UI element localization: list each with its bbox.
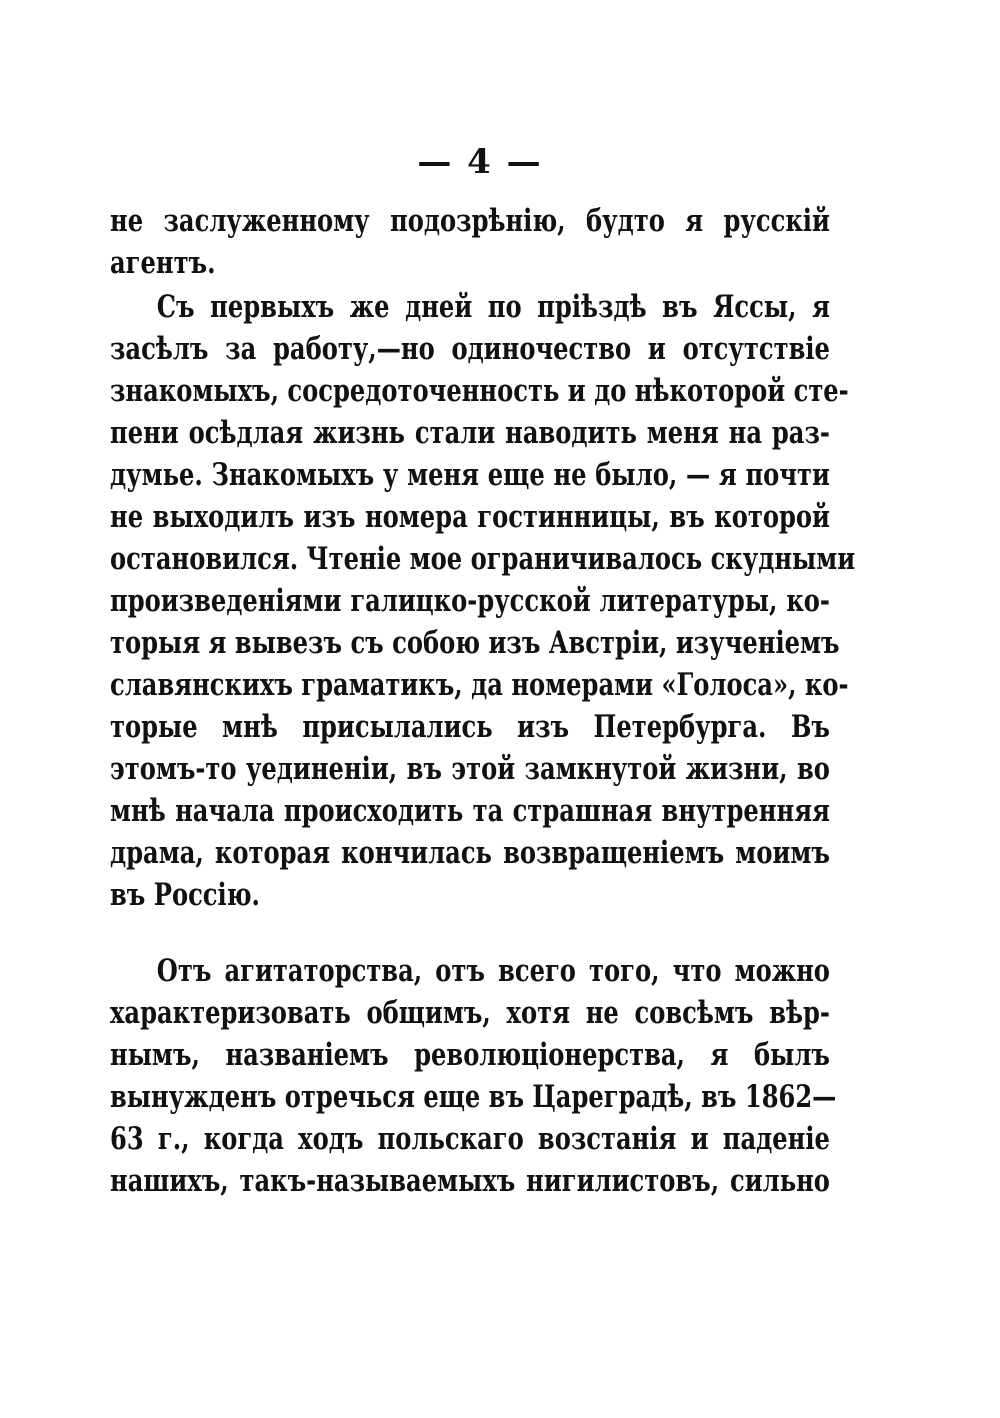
paragraph [110, 950, 837, 1202]
text-line: характеризовать общимъ, хотя не совсѣмъ вѣр- [110, 995, 830, 1031]
text-line: торые мнѣ присылались изъ Петербурга. Въ [110, 709, 830, 745]
text-line: нымъ, названіемъ революціонерства, я былъ [110, 1037, 830, 1073]
text-line: Съ первыхъ же дней по пріѣздѣ въ Яссы, я [156, 289, 830, 325]
text-line: Отъ агитаторства, отъ всего того, что можно [156, 953, 830, 989]
text-line: не выходилъ изъ номера гостинницы, въ которой [110, 499, 830, 535]
text-line: думье. Знакомыхъ у меня еще не было, — я почти [110, 457, 830, 493]
text-line: агентъ. [110, 245, 216, 281]
paragraph-continuation [110, 200, 830, 284]
text-line: засѣлъ за работу,—но одиночество и отсутствіе [110, 331, 830, 367]
text-line: мнѣ начала происходить та страшная внутренняя [110, 793, 830, 829]
text-line: произведеніями галицко-русской литературы, ко- [110, 583, 830, 619]
text-line: не заслуженному подозрѣнію, будто я русскій [110, 203, 830, 239]
text-line: остановился. Чтеніе мое ограничивалось скудными [110, 541, 856, 577]
text-line: этомъ-то уединеніи, въ этой замкнутой жизни, во [110, 751, 830, 787]
text-line: въ Россію. [110, 877, 260, 913]
text-line: 63 г., когда ходъ польскаго возстанія и паденіе [110, 1121, 830, 1157]
text-line: славянскихъ граматикъ, да номерами «Голоса», ко- [110, 667, 849, 703]
page-number: — 4 — [417, 142, 543, 182]
text-line: вынужденъ отречься еще въ Цареградѣ, въ 1862— [110, 1079, 837, 1115]
text-line: пени осѣдлая жизнь стали наводить меня на раз- [110, 415, 830, 451]
text-line: знакомыхъ, сосредоточенность и до нѣкоторой сте- [110, 373, 849, 409]
text-line: торыя я вывезъ съ собою изъ Австріи, изученіемъ [110, 625, 840, 661]
text-line: нашихъ, такъ-называемыхъ нигилистовъ, сильно [110, 1163, 830, 1199]
paragraph [110, 286, 856, 916]
text-line: драма, которая кончилась возвращеніемъ моимъ [110, 835, 830, 871]
